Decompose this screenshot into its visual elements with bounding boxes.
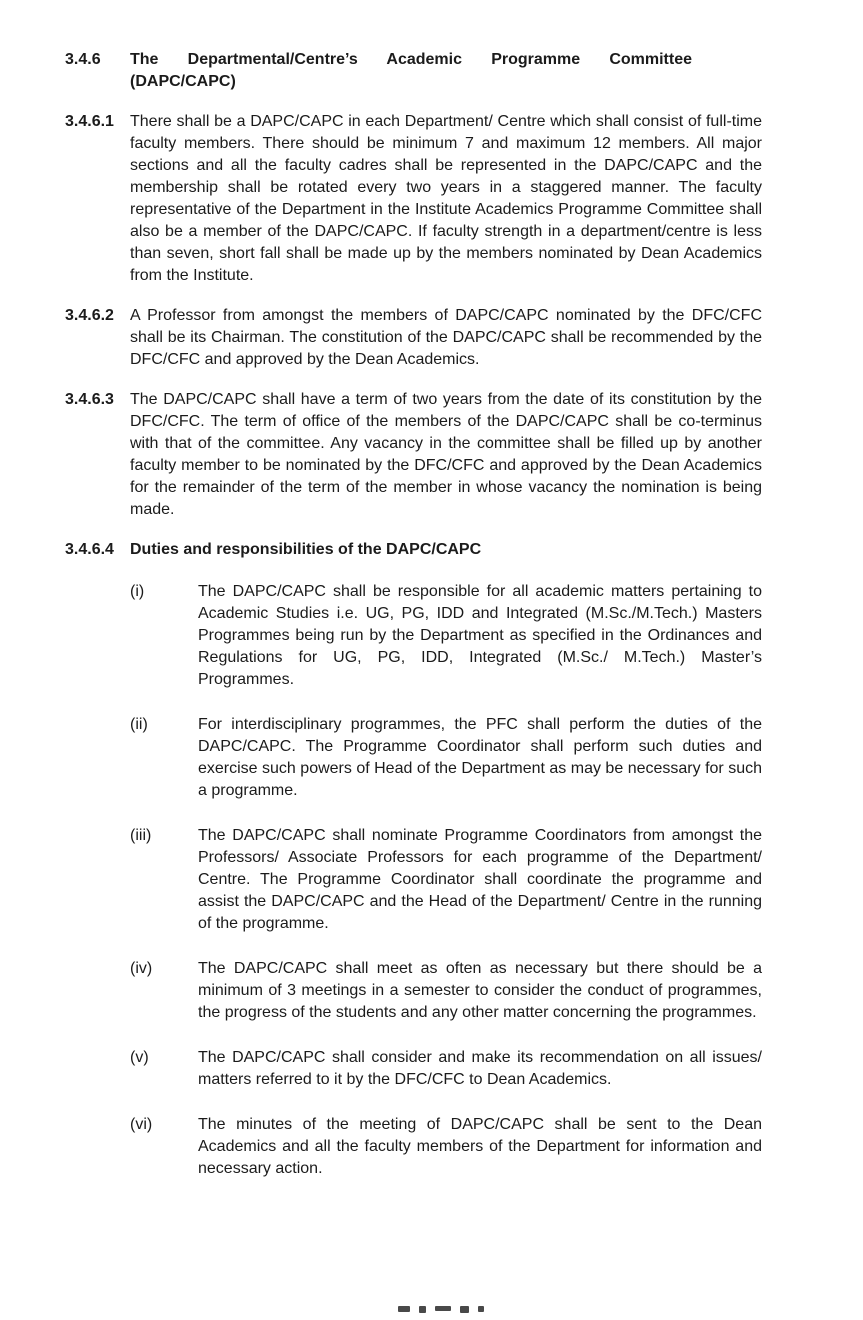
document-page: [65, 49, 762, 1180]
clause-text: A Professor from amongst the members of DAPC/CAPC nominated by the DFC/CFC shall be its Chairman. The constitution of the DAPC/CAPC shall be recommended by the DFC/CFC and approved by the Dean Academics.: [130, 307, 762, 368]
duty-item-iii: [130, 825, 762, 935]
duty-label: (iv): [130, 960, 153, 977]
duty-text: The minutes of the meeting of DAPC/CAPC shall be sent to the Dean Academics and all the faculty members of the Department for information and necessary action.: [198, 1116, 762, 1177]
duty-text: For interdisciplinary programmes, the PFC shall perform the duties of the DAPC/CAPC. The Programme Coordinator shall perform such duties and exercise such powers of Head of the Department as may be necessary for such a programme.: [198, 716, 762, 799]
duty-item-i: [130, 581, 762, 691]
duties-heading: Duties and responsibilities of the DAPC/CAPC: [130, 541, 482, 558]
clause-text: There shall be a DAPC/CAPC in each Department/ Centre which shall consist of full-time faculty members. There should be minimum 7 and maximum 12 members. All major sections and all the faculty cadres shall be represented in the DAPC/CAPC and the membership shall be rotated every two years in a staggered manner. The faculty representative of the Department in the Institute Academics Programme Committee shall also be a member of the DAPC/CAPC. If faculty strength in a department/centre is less than seven, short fall shall be made up by the members nominated by Dean Academics from the Institute.: [130, 113, 762, 284]
duty-label: (vi): [130, 1116, 153, 1133]
paragraph-3-4-6-3: [65, 389, 762, 521]
duty-label: (v): [130, 1049, 149, 1066]
duty-label: (i): [130, 583, 145, 600]
cut-off-text-artifact: [398, 1306, 484, 1313]
glyph-fragment: [398, 1306, 410, 1312]
duty-item-iv: [130, 958, 762, 1024]
glyph-fragment: [435, 1306, 451, 1311]
section-3-4-6-4: [65, 539, 762, 1180]
duty-item-vi: [130, 1114, 762, 1180]
clause-number: 3.4.6.2: [65, 307, 114, 324]
glyph-fragment: [419, 1306, 426, 1313]
duty-text: The DAPC/CAPC shall nominate Programme Coordinators from amongst the Professors/ Associate Professors for each programme of the Department/ Centre. The Programme Coordinator shall coordinate the programme and assist the DAPC/CAPC and the Head of the Department/ Centre in the running of the programme.: [198, 827, 762, 932]
duty-text: The DAPC/CAPC shall meet as often as necessary but there should be a minimum of 3 meetings in a semester to consider the conduct of programmes, the progress of the students and any other matter concerning the programmes.: [198, 960, 762, 1021]
clause-number: 3.4.6.3: [65, 391, 114, 408]
section-heading-3-4-6: [65, 49, 762, 93]
paragraph-3-4-6-2: [65, 305, 762, 371]
duty-item-ii: [130, 714, 762, 802]
section-number: 3.4.6: [65, 51, 101, 68]
section-title: The Departmental/Centre’s Academic Programme Committee (DAPC/CAPC): [130, 51, 692, 90]
glyph-fragment: [478, 1306, 484, 1312]
glyph-fragment: [460, 1306, 469, 1313]
duty-label: (ii): [130, 716, 148, 733]
duties-block: [130, 539, 762, 1180]
clause-number: 3.4.6.4: [65, 541, 114, 558]
duty-text: The DAPC/CAPC shall be responsible for all academic matters pertaining to Academic Studies i.e. UG, PG, IDD and Integrated (M.Sc./M.Tech.) Masters Programmes being run by the Department as specified in the Ordinances and Regulations for UG, PG, IDD, Integrated (M.Sc./ M.Tech.) Master’s Programmes.: [198, 583, 762, 688]
paragraph-3-4-6-1: [65, 111, 762, 287]
clause-number: 3.4.6.1: [65, 113, 114, 130]
duty-text: The DAPC/CAPC shall consider and make its recommendation on all issues/ matters referred to it by the DFC/CFC to Dean Academics.: [198, 1049, 762, 1088]
duty-label: (iii): [130, 827, 152, 844]
duty-item-v: [130, 1047, 762, 1091]
clause-text: The DAPC/CAPC shall have a term of two years from the date of its constitution by the DFC/CFC. The term of office of the members of the DAPC/CAPC shall be co-terminus with that of the committee. Any vacancy in the committee shall be filled up by another faculty member to be nominated by the DFC/CFC and approved by the Dean Academics for the remainder of the term of the member in whose vacancy the nomination is being made.: [130, 391, 762, 518]
